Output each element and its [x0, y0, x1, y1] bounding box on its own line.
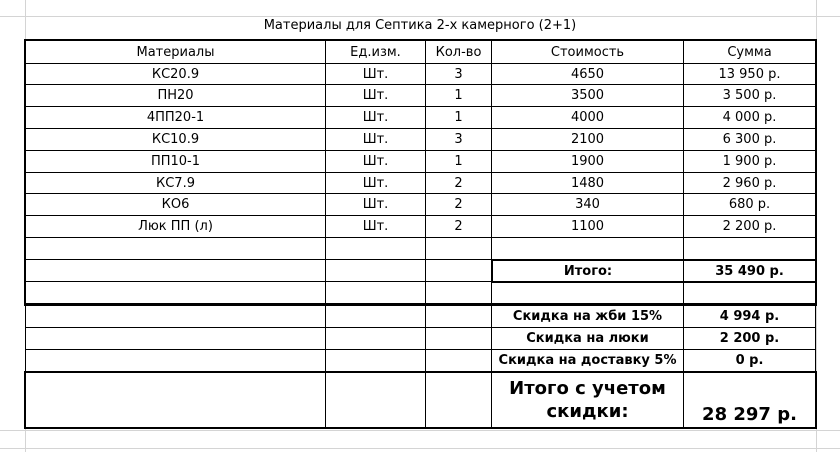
empty-cell — [326, 372, 426, 428]
total-label: Итого: — [492, 260, 684, 282]
cell-qty: 1 — [426, 107, 492, 129]
empty-cell — [426, 372, 492, 428]
empty-cell — [426, 328, 492, 350]
discount-value: 2 200 р. — [684, 328, 816, 350]
cell-material: КС20.9 — [25, 64, 326, 85]
discount-value: 4 994 р. — [684, 306, 816, 328]
gridline — [0, 448, 840, 449]
table-title: Материалы для Септика 2-х камерного (2+1) — [263, 18, 577, 33]
gridline — [0, 16, 840, 17]
empty-cell — [25, 238, 326, 260]
cell-material: КС10.9 — [25, 129, 326, 151]
cell-price: 1900 — [492, 151, 684, 173]
cell-sum: 6 300 р. — [684, 129, 816, 151]
gridline — [816, 0, 817, 452]
cell-material: КС7.9 — [25, 173, 326, 194]
cell-sum: 3 500 р. — [684, 85, 816, 107]
cell-unit: Шт. — [326, 216, 426, 238]
discount-label: Скидка на доставку 5% — [492, 350, 684, 372]
header-price: Стоимость — [492, 40, 684, 64]
total-value: 35 490 р. — [684, 260, 816, 282]
empty-cell — [326, 238, 426, 260]
cell-price: 4650 — [492, 64, 684, 85]
cell-sum: 13 950 р. — [684, 64, 816, 85]
cell-unit: Шт. — [326, 64, 426, 85]
empty-cell — [684, 282, 816, 304]
gridline — [0, 430, 840, 431]
cell-material: 4ПП20-1 — [25, 107, 326, 129]
cell-qty: 3 — [426, 64, 492, 85]
empty-cell — [426, 282, 492, 304]
discount-label: Скидка на жби 15% — [492, 306, 684, 328]
empty-cell — [426, 350, 492, 372]
empty-cell — [684, 238, 816, 260]
cell-material: КО6 — [25, 194, 326, 216]
empty-cell — [326, 328, 426, 350]
empty-cell — [492, 238, 684, 260]
cell-unit: Шт. — [326, 107, 426, 129]
header-unit: Ед.изм. — [326, 40, 426, 64]
cell-unit: Шт. — [326, 173, 426, 194]
cell-unit: Шт. — [326, 85, 426, 107]
empty-cell — [492, 282, 684, 304]
cell-material: Люк ПП (л) — [25, 216, 326, 238]
cell-material: ПН20 — [25, 85, 326, 107]
cell-sum: 1 900 р. — [684, 151, 816, 173]
cell-qty: 3 — [426, 129, 492, 151]
empty-cell — [426, 260, 492, 282]
cell-qty: 1 — [426, 85, 492, 107]
cell-sum: 2 960 р. — [684, 173, 816, 194]
cell-material: ПП10-1 — [25, 151, 326, 173]
empty-cell — [326, 260, 426, 282]
cell-sum: 680 р. — [684, 194, 816, 216]
empty-cell — [326, 306, 426, 328]
cell-unit: Шт. — [326, 151, 426, 173]
header-sum: Сумма — [684, 40, 816, 64]
empty-cell — [25, 260, 326, 282]
empty-cell — [25, 372, 326, 428]
cell-price: 340 — [492, 194, 684, 216]
cell-price: 4000 — [492, 107, 684, 129]
cell-unit: Шт. — [326, 194, 426, 216]
cell-sum: 4 000 р. — [684, 107, 816, 129]
header-material: Материалы — [25, 40, 326, 64]
cell-price: 1100 — [492, 216, 684, 238]
empty-cell — [25, 282, 326, 304]
empty-cell — [326, 350, 426, 372]
cell-qty: 1 — [426, 151, 492, 173]
empty-cell — [25, 328, 326, 350]
cell-qty: 2 — [426, 173, 492, 194]
cell-qty: 2 — [426, 216, 492, 238]
empty-cell — [25, 350, 326, 372]
discount-label: Скидка на люки — [492, 328, 684, 350]
cell-sum: 2 200 р. — [684, 216, 816, 238]
cell-price: 1480 — [492, 173, 684, 194]
cell-price: 3500 — [492, 85, 684, 107]
cell-qty: 2 — [426, 194, 492, 216]
empty-cell — [426, 238, 492, 260]
final-total-label: Итого с учетом скидки: — [492, 372, 684, 428]
final-total-value: 28 297 р. — [684, 372, 816, 428]
discount-value: 0 р. — [684, 350, 816, 372]
header-qty: Кол-во — [426, 40, 492, 64]
empty-cell — [326, 282, 426, 304]
empty-cell — [25, 306, 326, 328]
empty-cell — [426, 306, 492, 328]
cell-unit: Шт. — [326, 129, 426, 151]
cell-price: 2100 — [492, 129, 684, 151]
